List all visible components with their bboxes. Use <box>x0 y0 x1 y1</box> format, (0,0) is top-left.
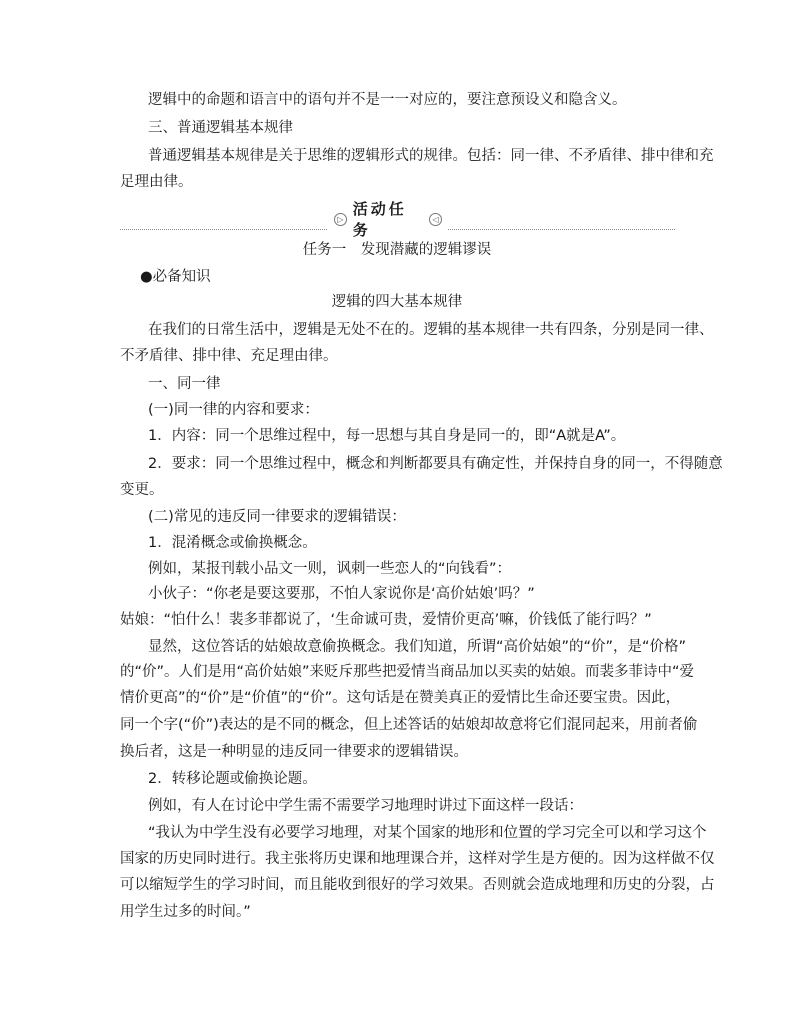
subsection-heading: (一)同一律的内容和要求： <box>148 402 319 418</box>
activity-banner <box>120 200 675 239</box>
dialog-line: 小伙子：“你老是要这要那，不怕人家说你是‘高价姑娘’吗？” <box>148 586 535 602</box>
list-item: 1．内容：同一个思维过程中，每一思想与其自身是同一的，即“A就是A”。 <box>148 428 626 444</box>
quote-line: “我认为中学生没有必要学习地理，对某个国家的地形和位置的学习完全可以和学习这个 <box>148 825 707 841</box>
must-know-label: 必备知识 <box>152 269 211 285</box>
section-heading: 三、普通逻辑基本规律 <box>148 120 293 136</box>
text-line: 例如，某报刊载小品文一则，讽刺一些恋人的“向钱看”： <box>148 561 512 577</box>
text-line: 足理由律。 <box>120 174 193 190</box>
text-line: 逻辑中的命题和语言中的语句并不是一一对应的，要注意预设义和隐含义。 <box>148 92 627 108</box>
quote-line: 可以缩短学生的学习时间，而且能收到很好的学习效果。否则就会造成地理和历史的分裂，占 <box>120 877 715 893</box>
list-item: 2．要求：同一个思维过程中，概念和判断都要具有确定性，并保持自身的同一，不得随意 <box>148 456 723 472</box>
section-subtitle: 逻辑的四大基本规律 <box>331 294 463 310</box>
quote-line: 国家的历史同时进行。我主张将历史课和地理课合并，这样对学生是方便的。因为这样做不仅 <box>120 851 715 867</box>
text-line: 同一个字(“价”)表达的是不同的概念，但上述答话的姑娘却故意将它们混同起来，用前者偷 <box>120 717 698 733</box>
list-item: 1．混淆概念或偷换概念。 <box>148 535 317 551</box>
text-line: 普通逻辑基本规律是关于思维的逻辑形式的规律。包括：同一律、不矛盾律、排中律和充 <box>148 148 714 164</box>
right-arrow-icon: ▷ <box>334 213 347 226</box>
text-line: 换后者，这是一种明显的违反同一律要求的逻辑错误。 <box>120 744 468 760</box>
left-arrow-icon: ◁ <box>429 213 442 226</box>
bullet-icon: ● <box>140 269 153 285</box>
banner-label: 活动任务 <box>352 200 407 239</box>
subsection-heading: (二)常见的违反同一律要求的逻辑错误： <box>148 509 406 525</box>
text-line: 不矛盾律、排中律、充足理由律。 <box>120 348 338 364</box>
must-know-heading <box>140 265 700 289</box>
section-heading: 一、同一律 <box>148 376 221 392</box>
text-line: 的“价”。人们是用“高价姑娘”来贬斥那些把爱情当商品加以买卖的姑娘。而裴多菲诗中“爱 <box>120 664 695 680</box>
list-item: 2．转移论题或偷换论题。 <box>148 771 317 787</box>
dialog-line: 姑娘：“怕什么！裴多菲都说了，‘生命诚可贵，爱情价更高’嘛，价钱低了能行吗？” <box>120 612 652 628</box>
text-line: 显然，这位答话的姑娘故意偷换概念。我们知道，所谓“高价姑娘”的“价”，是“价格” <box>148 639 687 655</box>
text-line: 在我们的日常生活中，逻辑是无处不在的。逻辑的基本规律一共有四条，分别是同一律、 <box>148 322 714 338</box>
text-line: 例如，有人在讨论中学生需不需要学习地理时讲过下面这样一段话： <box>148 798 583 814</box>
task-title: 任务一 发现潜藏的逻辑谬误 <box>302 242 492 258</box>
text-line: 变更。 <box>120 482 164 498</box>
quote-line: 用学生过多的时间。” <box>120 904 251 920</box>
text-line: 情价更高”的“价”是“价值”的“价”。这句话是在赞美真正的爱情比生命还要宝贵。因此， <box>120 690 681 706</box>
